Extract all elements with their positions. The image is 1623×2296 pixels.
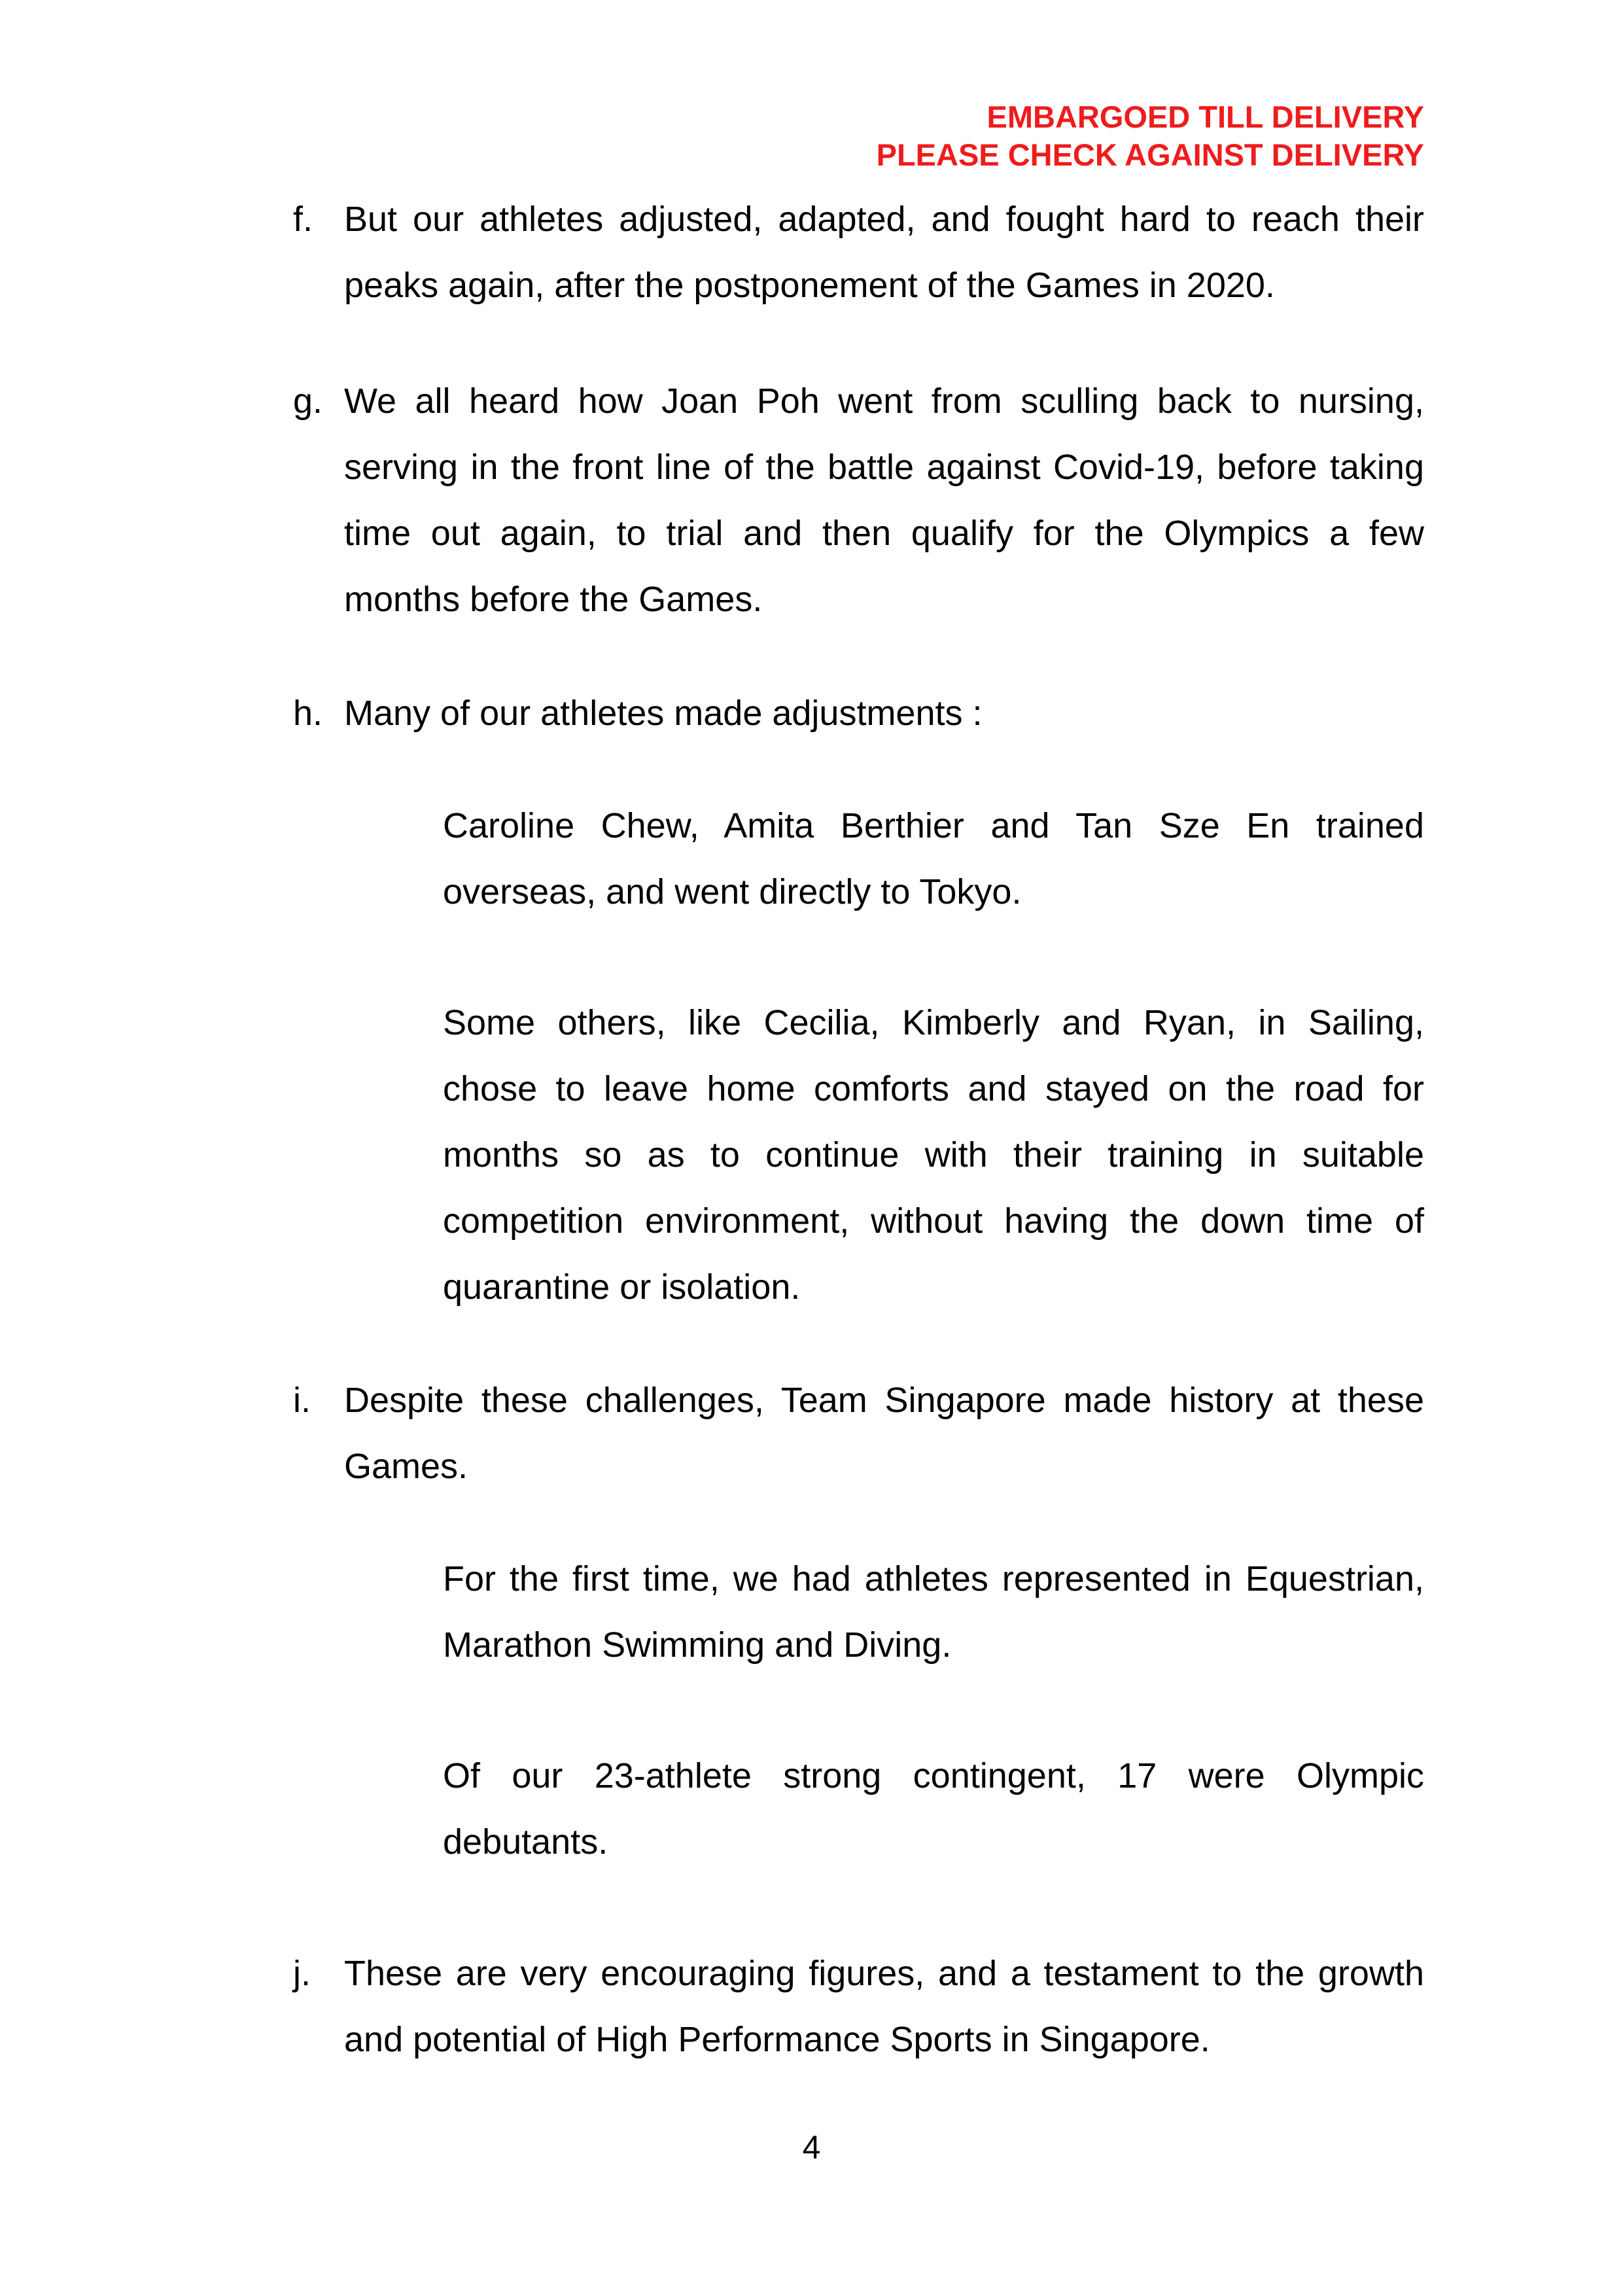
page-number: 4 <box>802 2129 821 2166</box>
list-marker: g. <box>293 381 323 421</box>
list-marker: i. <box>293 1381 311 1420</box>
sub-list-item-text: Caroline Chew, Amita Berthier and Tan Sze En trained overseas, and went directly to Tokyo. <box>443 806 1424 911</box>
list-item-text: These are very encouraging figures, and a testament to the growth and potential of High Performance Sports in Singapore. <box>344 1954 1424 2059</box>
sub-list-item-text: For the first time, we had athletes represented in Equestrian, Marathon Swimming and Diving. <box>443 1559 1424 1665</box>
list-item-text: But our athletes adjusted, adapted, and fought hard to reach their peaks again, after the postponement of the Games in 2020. <box>344 200 1424 305</box>
list-item-text: Many of our athletes made adjustments : <box>344 694 983 733</box>
embargo-notice: EMBARGOED TILL DELIVERY <box>986 99 1424 134</box>
list-marker: f. <box>293 200 313 239</box>
list-marker: j. <box>293 1954 311 1993</box>
list-item-text: We all heard how Joan Poh went from sculling back to nursing, serving in the front line of the battle against Covid-19, before taking time out again, to trial and then qualify for the Olympics a few months before the Games. <box>344 381 1424 619</box>
embargo-header <box>877 98 1424 174</box>
list-marker: h. <box>293 694 323 733</box>
sub-list-item-text: Of our 23-athlete strong contingent, 17 were Olympic debutants. <box>443 1756 1424 1862</box>
list-item-text: Despite these challenges, Team Singapore made history at these Games. <box>344 1381 1424 1486</box>
sub-list-item-text: Some others, like Cecilia, Kimberly and Ryan, in Sailing, chose to leave home comforts and stayed on the road for months so as to continue with their training in suitable competition environment, without having the down time of quarantine or isolation. <box>443 1003 1424 1307</box>
check-delivery-notice: PLEASE CHECK AGAINST DELIVERY <box>876 137 1424 172</box>
